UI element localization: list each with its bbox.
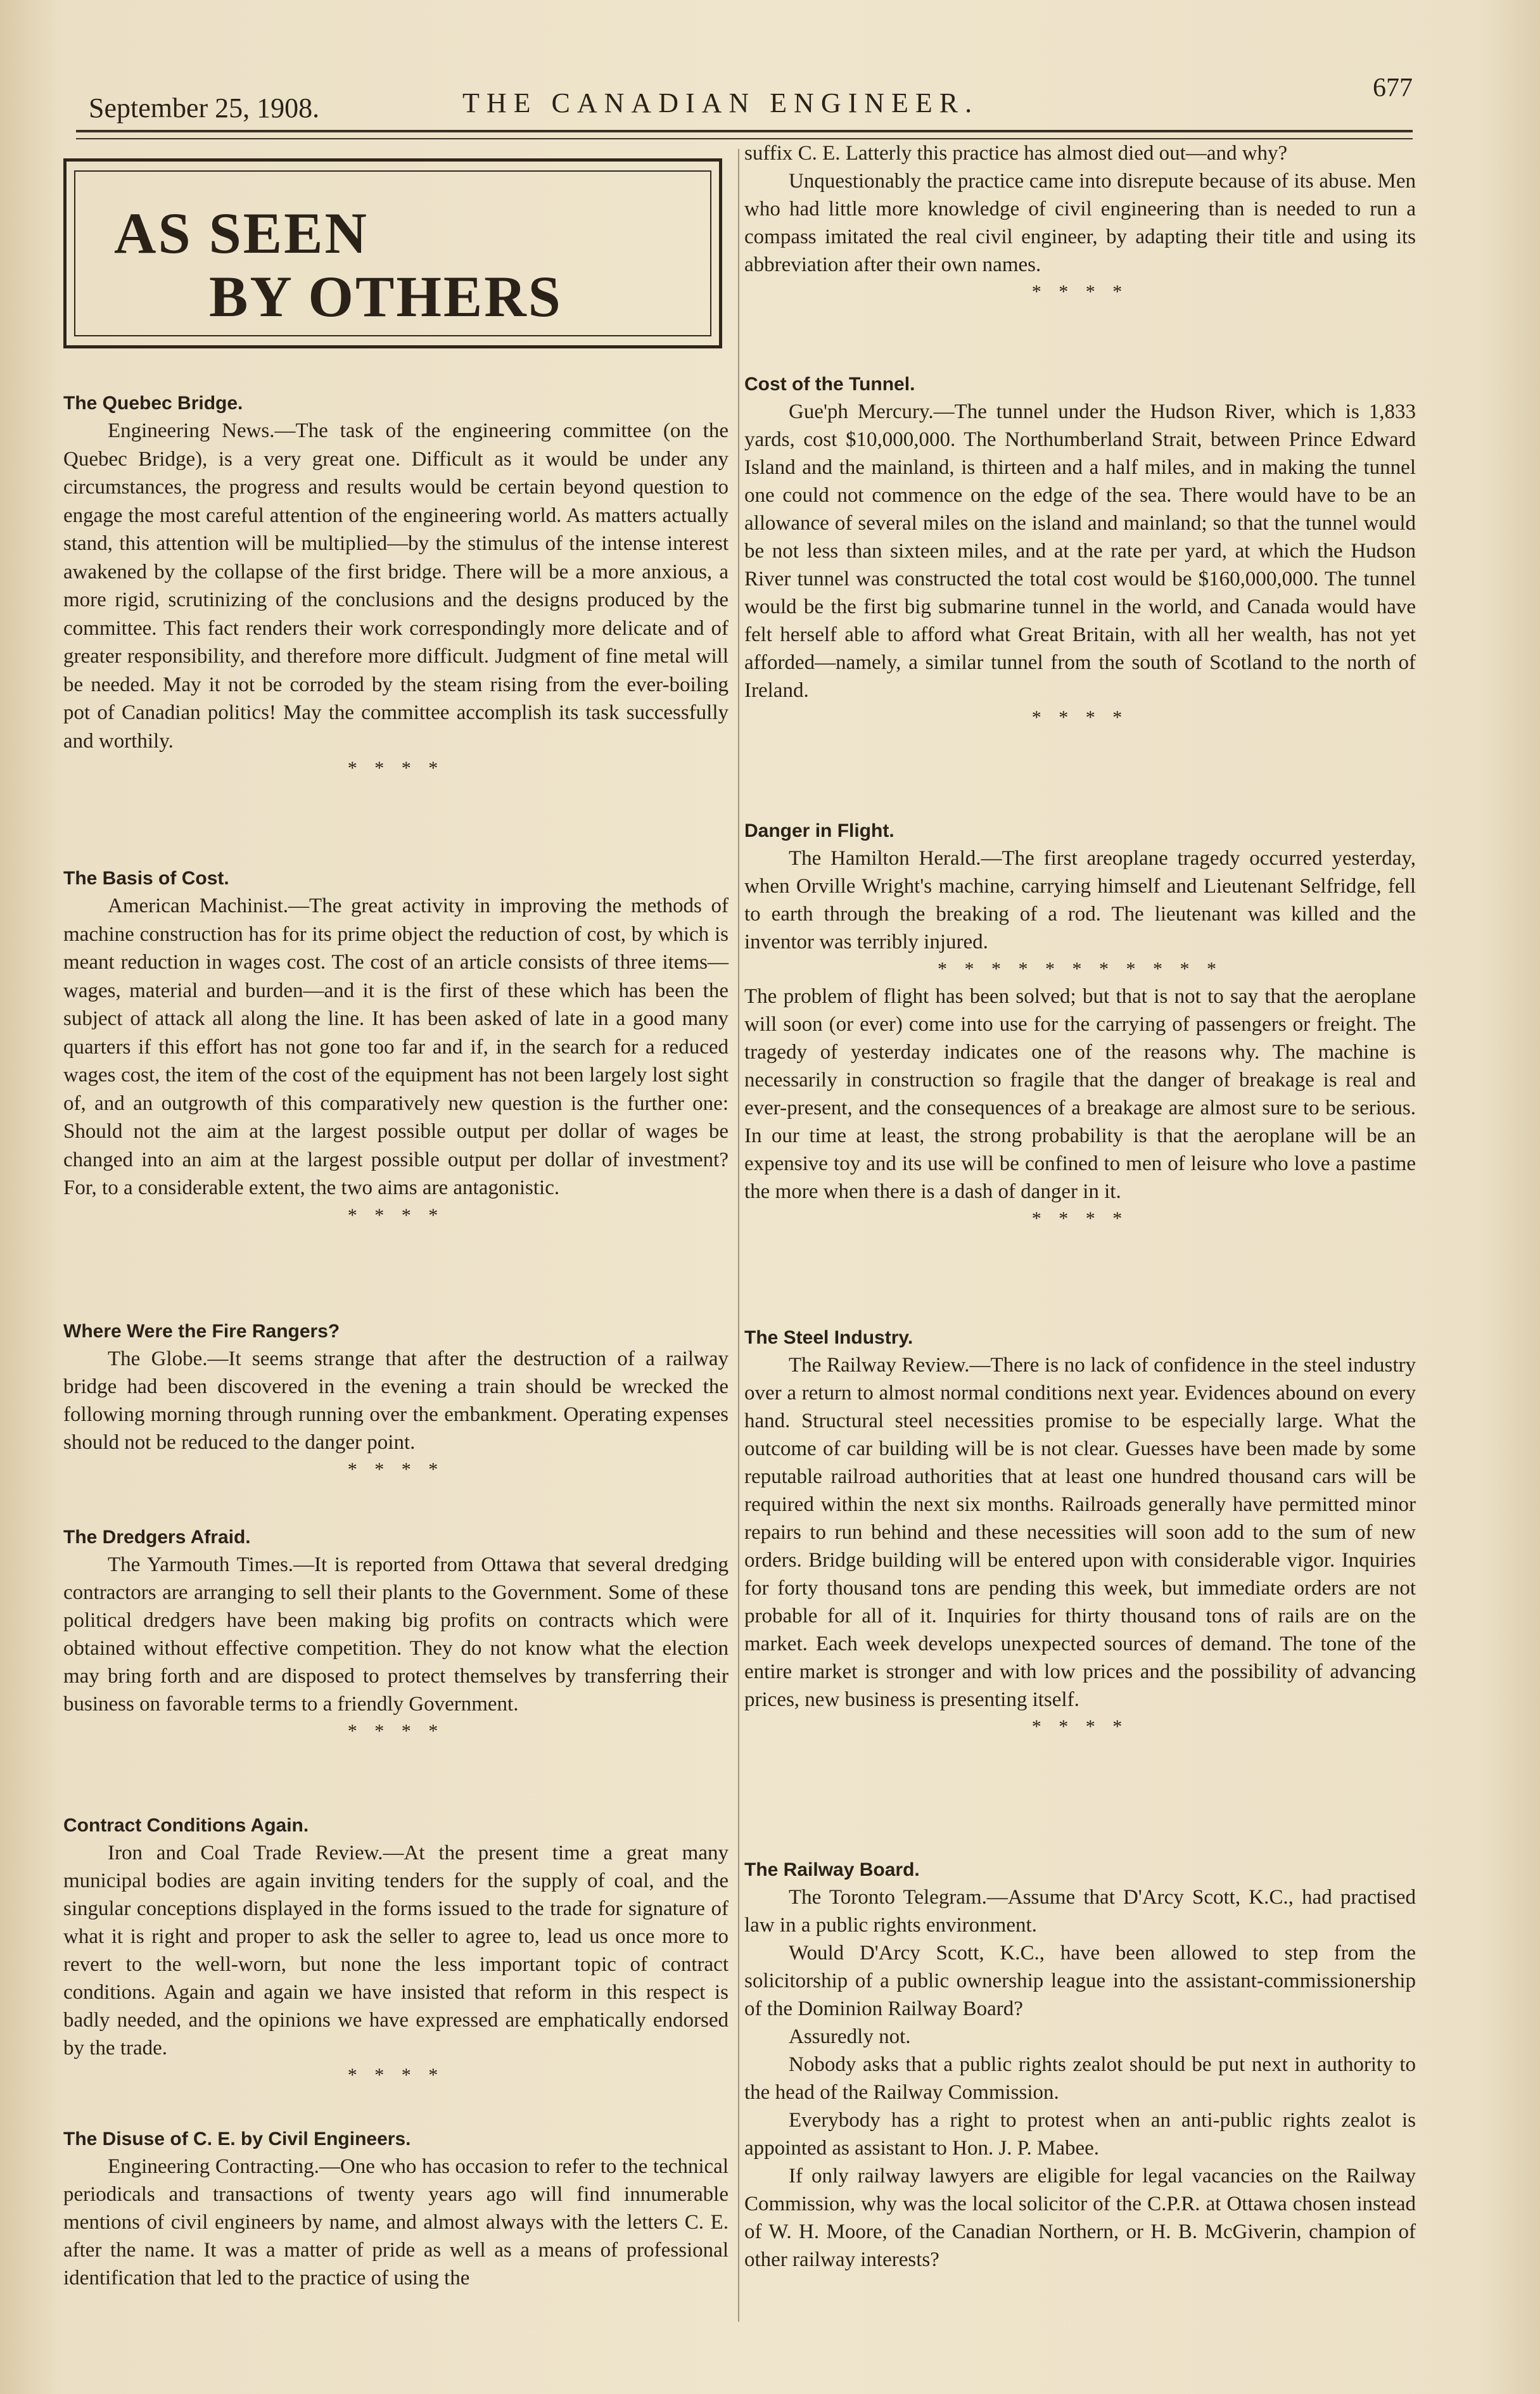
article-body: Engineering News.—The task of the engineering committee (on the Quebec Bridge), is a very great one. Difficult as it would be under any circumstances, the progress and results would be certain beyond question to engage the most careful attention of the engineering world. As matters actually stand, this attention will be multiplied—by the stimulus of the intense interest awakened by the collapse of the first bridge. There will be a more anxious, a more rigid, scrutinizing of the conclusions and the designs produced by the committee. This fact renders their work correspondingly more delicate and of greater responsibility, and therefore more difficult. Judgment of fine metal will be needed. May it not be corroded by the steam rising from the ever-boiling pot of Canadian politics! May the committee accomplish its task successfully and worthily. — [63, 419, 729, 753]
article-contract-conditions — [63, 1815, 729, 2089]
page-header — [89, 73, 1413, 130]
article-heading: The Dredgers Afraid. — [63, 1527, 251, 1548]
section-banner — [63, 158, 722, 348]
separator-stars-long: * * * * * * * * * * * — [938, 958, 1223, 979]
separator-stars: * * * * — [1031, 1208, 1129, 1229]
article-fire-rangers — [63, 1321, 729, 1483]
issue-date: September 25, 1908. — [89, 92, 320, 124]
page-number: 677 — [1373, 73, 1413, 103]
article-heading: The Basis of Cost. — [63, 868, 229, 889]
article-body: Engineering Contracting.—One who has occasion to refer to the technical periodicals and transactions of twenty years ago will find innumerable mentions of civil engineers by name, and almost always with the letters C. E. after the name. It was a matter of pride as well as a means of professional identification that led to the practice of using the — [63, 2155, 729, 2289]
article-heading: Cost of the Tunnel. — [744, 374, 915, 395]
separator-stars: * * * * — [1031, 1716, 1129, 1737]
article-heading: The Disuse of C. E. by Civil Engineers. — [63, 2129, 411, 2149]
article-body: Everybody has a right to protest when an anti-public rights zealot is appointed as assistant to Hon. J. P. Mabee. — [744, 2109, 1416, 2160]
article-basis-of-cost — [63, 868, 729, 1229]
separator-stars: * * * * — [347, 2065, 445, 2085]
article-heading: Where Were the Fire Rangers? — [63, 1321, 340, 1342]
journal-title: THE CANADIAN ENGINEER. — [462, 87, 979, 118]
article-body: The Hamilton Herald.—The first areoplane tragedy occurred yesterday, when Orville Wright's machine, carrying himself and Lieutenant Selfridge, fell to earth through the breaking of a rod. The lieutenant was killed and the inventor was terribly injured. — [744, 847, 1416, 953]
article-heading: The Railway Board. — [744, 1859, 920, 1880]
article-body: Nobody asks that a public rights zealot should be put next in authority to the head of the Railway Commission. — [744, 2053, 1416, 2104]
article-dredgers — [63, 1527, 729, 1745]
article-danger-in-flight — [744, 820, 1416, 1232]
article-body: Would D'Arcy Scott, K.C., have been allowed to step from the solicitorship of a public ownership league into the assistant-commissionership of the Dominion Railway Board? — [744, 1942, 1416, 2020]
article-body: If only railway lawyers are eligible for legal vacancies on the Railway Commission, why was the local solicitor of the C.P.R. at Ottawa chosen instead of W. H. Moore, of the Canadian Northern, or H. B. McGiverin, champion of other railway interests? — [744, 2165, 1416, 2271]
article-disuse-ce-continued — [744, 139, 1416, 305]
article-body: American Machinist.—The great activity in improving the methods of machine construction has for its prime object the reduction of cost, by which is meant reduction in wages cost. The cost of an article consists of three items—wages, material and burden—and it is the first of these which has been the subject of attack all along the line. It has been asked of late in a good many quarters if this effort has not gone too far and if, in the search for a reduced wages cost, the item of the cost of the equipment has not been largely lost sight of, and an outgrowth of this comparatively new question is the further one: Should not the aim at the largest possible output per dollar of wages be changed into an aim at the largest possible output per dollar of investment? For, to a considerable extent, the two aims are antagonistic. — [63, 895, 729, 1199]
article-disuse-ce — [63, 2129, 729, 2292]
article-cost-of-tunnel — [744, 374, 1416, 731]
column-divider — [738, 149, 739, 2322]
article-body: The Railway Review.—There is no lack of confidence in the steel industry over a return to almost normal conditions next year. Evidences abound on every hand. Structural steel necessities promise to be especially large. What the outcome of car building will be is not clear. Guesses have been made by some reputable railroad authorities that at least one hundred thousand cars will be required within the next six months. Railroads generally have permitted minor repairs to run behind and these necessities will soon add to the sum of new orders. Bridge building will be entered upon with considerable vigor. Inquiries for forty thousand tons are pending this week, but immediate orders are not probable for all of it. Inquiries for thirty thousand tons of rails are on the market. Each week develops unexpected sources of demand. The tone of the entire market is stronger and with low prices and the possibility of advancing prices, new business is presenting itself. — [744, 1354, 1416, 1711]
article-steel-industry — [744, 1327, 1416, 1740]
header-rule-top — [76, 130, 1413, 132]
separator-stars: * * * * — [1031, 707, 1129, 728]
banner-line-2: BY OTHERS — [209, 264, 563, 329]
article-quebec-bridge — [63, 393, 729, 782]
article-heading: The Quebec Bridge. — [63, 393, 243, 414]
banner-line-1: AS SEEN — [114, 201, 369, 265]
article-heading: Danger in Flight. — [744, 820, 894, 841]
article-body: Iron and Coal Trade Review.—At the present time a great many municipal bodies are again inviting tenders for the supply of coal, and the singular conceptions displayed in the forms issued to the trade for signature of what it is right and proper to ask the seller to agree to, lead us once more to revert to the well-worn, but none the less important topic of contract conditions. Again and again we have insisted that reform in this respect is badly needed, and the opinions we have expressed are emphatically endorsed by the trade. — [63, 1842, 729, 2060]
article-heading: Contract Conditions Again. — [63, 1815, 309, 1836]
article-heading: The Steel Industry. — [744, 1327, 913, 1348]
separator-stars: * * * * — [1031, 281, 1129, 302]
article-body: Assuredly not. — [789, 2025, 911, 2048]
article-railway-board — [744, 1859, 1416, 2274]
article-body: Unquestionably the practice came into disrepute because of its abuse. Men who had little more knowledge of civil engineering than is needed to run a compass imitated the real civil engineer, by adapting their title and using its abbreviation after their own names. — [744, 170, 1416, 276]
separator-stars: * * * * — [347, 1459, 445, 1480]
article-body: The Yarmouth Times.—It is reported from Ottawa that several dredging contractors are arranging to sell their plants to the Government. Some of these political dredgers have been making big profits on contracts which were obtained without effective competition. They do not know what the election may bring forth and are disposed to protect themselves by transferring their business on favorable terms to a friendly Government. — [63, 1553, 729, 1716]
article-body: suffix C. E. Latterly this practice has almost died out—and why? — [744, 142, 1288, 165]
article-body: The Toronto Telegram.—Assume that D'Arcy Scott, K.C., had practised law in a public rights environment. — [744, 1886, 1416, 1937]
separator-stars: * * * * — [347, 758, 445, 779]
separator-stars: * * * * — [347, 1721, 445, 1741]
article-body: Gue'ph Mercury.—The tunnel under the Hudson River, which is 1,833 yards, cost $10,000,000. The Northumberland Strait, between Prince Edward Island and the mainland, is thirteen and a half miles, and in making the tunnel one could not commence on the edge of the sea. There would have to be an allowance of several miles on the island and mainland; so that the tunnel would be not less than sixteen miles, and at the rate per yard, at which the Hudson River tunnel was constructed the total cost would be $160,000,000. The tunnel would be the first big submarine tunnel in the world, and Canada would have felt herself able to afford what Great Britain, with all her wealth, has not yet afforded—namely, a similar tunnel from the south of Scotland to the north of Ireland. — [744, 400, 1416, 702]
article-body: The Globe.—It seems strange that after the destruction of a railway bridge had been discovered in the evening a train should be wrecked the following morning through running over the embankment. Operating expenses should not be reduced to the danger point. — [63, 1347, 729, 1454]
article-body: The problem of flight has been solved; but that is not to say that the aeroplane will soon (or ever) come into use for the carrying of passengers or freight. The tragedy of yesterday indicates one of the reasons why. The machine is necessarily in construction so fragile that the danger of breakage is real and ever-present, and the consequences of a breakage are almost sure to be serious. In our time at least, the strong probability is that the aeroplane will be an expensive toy and its use will be confined to men of leisure who love a pastime the more when there is a dash of danger in it. — [744, 985, 1416, 1203]
separator-stars: * * * * — [347, 1204, 445, 1226]
